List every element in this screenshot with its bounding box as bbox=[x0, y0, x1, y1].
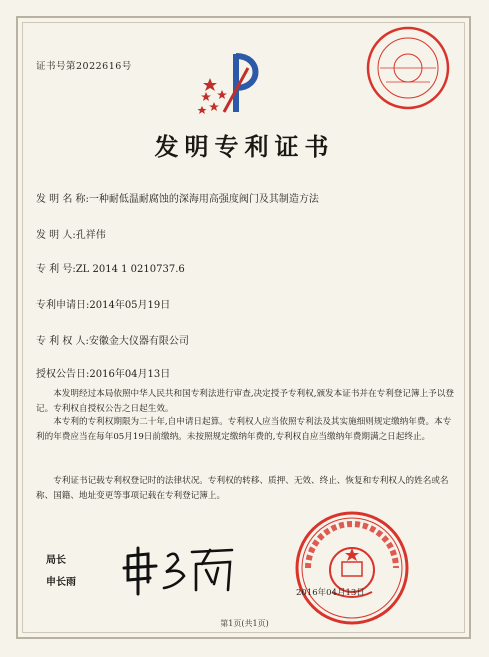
filing-date-value: 2014年05月19日 bbox=[89, 300, 171, 311]
handwritten-signature bbox=[120, 538, 240, 598]
signatory-name: 申长雨 bbox=[46, 577, 76, 588]
seal-date: 2016年04月13日 bbox=[296, 588, 365, 598]
grant-date-value: 2016年04月13日 bbox=[89, 369, 171, 380]
paragraph-grant: 本发明经过本局依照中华人民共和国专利法进行审查,决定授予专利权,颁发本证书并在专利登记簿上予以登记。专利权自授权公告之日起生效。 bbox=[36, 389, 454, 415]
national-ip-office-seal-icon bbox=[292, 508, 412, 628]
signatory-title: 局长 bbox=[46, 555, 66, 566]
certificate-number: 证书号第2022616号 bbox=[36, 61, 132, 72]
certificate-title: 发明专利证书 bbox=[154, 132, 335, 161]
patent-office-logo-icon bbox=[196, 48, 276, 120]
filing-date-row bbox=[36, 296, 170, 311]
page-footer: 第1页(共1页) bbox=[220, 619, 269, 628]
patent-number-value: ZL 2014 1 0210737.6 bbox=[75, 264, 185, 275]
patent-number-label: 专 利 号: bbox=[36, 264, 76, 275]
patentee-label: 专 利 权 人: bbox=[36, 336, 89, 347]
grant-date-label: 授权公告日: bbox=[36, 369, 90, 380]
filing-date-label: 专利申请日: bbox=[36, 300, 90, 311]
invention-name-row bbox=[36, 190, 319, 205]
patentee-value: 安徽金大仪器有限公司 bbox=[88, 336, 189, 347]
paragraph-term: 本专利的专利权期限为二十年,自申请日起算。专利权人应当依照专利法及其实施细则规定缴纳年费。本专利的年费应当在每年05月19日前缴纳。未按照规定缴纳年费的,专利权自应当缴纳年费期满之日起终止。 bbox=[36, 417, 452, 443]
archive-seal-icon bbox=[364, 24, 452, 112]
grant-date-row bbox=[36, 365, 170, 380]
invention-name-label: 发 明 名 称: bbox=[36, 194, 89, 205]
invention-name-value: 一种耐低温耐腐蚀的深海用高强度阀门及其制造方法 bbox=[88, 194, 319, 205]
paragraph-legal-status: 专利证书记载专利权登记时的法律状况。专利权的转移、质押、无效、终止、恢复和专利权人的姓名或名称、国籍、地址变更等事项记载在专利登记簿上。 bbox=[36, 476, 449, 502]
inventor-label: 发 明 人: bbox=[36, 230, 76, 241]
patent-number-row bbox=[36, 260, 185, 275]
patentee-row bbox=[36, 332, 189, 347]
inventor-row bbox=[36, 226, 106, 241]
inventor-value: 孔祥伟 bbox=[75, 230, 106, 241]
